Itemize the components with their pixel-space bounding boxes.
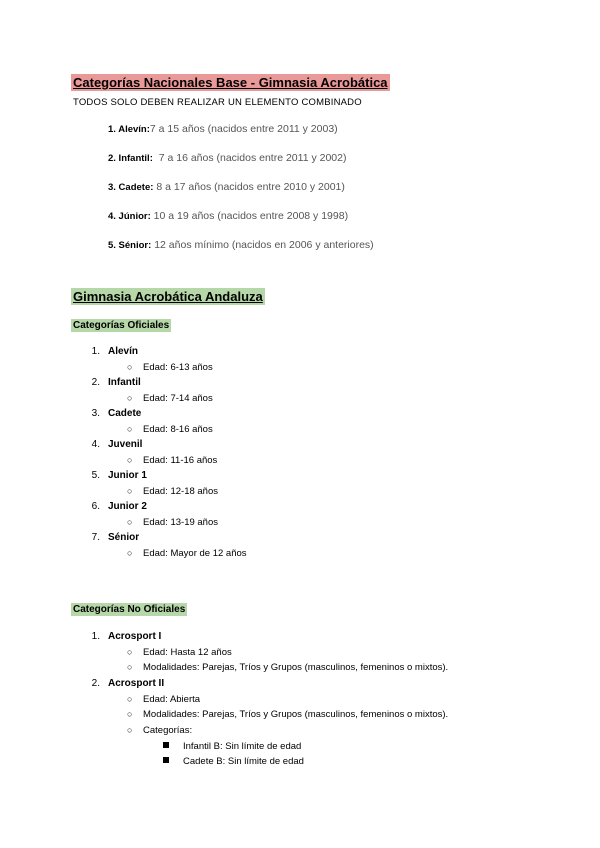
subcat-item — [163, 756, 304, 767]
sub-item: ○ Edad: Mayor de 12 años — [127, 548, 247, 559]
category-name: Acrosport I — [108, 631, 162, 642]
category-detail: Modalidades: Parejas, Tríos y Grupos (masculinos, femeninos o mixtos). — [143, 662, 449, 673]
national-categories-title: Categorías Nacionales Base - Gimnasia Acrobática — [73, 75, 388, 90]
national-item — [108, 152, 346, 164]
subcat-item — [163, 741, 301, 752]
national-item-text: 7 a 16 años (nacidos entre 2011 y 2002) — [152, 152, 347, 164]
unofficial-categories-heading: Categorías No Oficiales — [73, 604, 186, 615]
national-item-label: 1. Alevín: — [108, 124, 150, 135]
sub-item: ○ Edad: Abierta — [127, 694, 201, 705]
national-item-text: 7 a 15 años (nacidos entre 2011 y 2003) — [149, 123, 338, 135]
subcat-text: Cadete B: Sin límite de edad — [183, 756, 304, 767]
national-item — [108, 123, 338, 135]
national-item-label: 4. Júnior: — [108, 211, 151, 222]
sub-item: ○ Edad: 13-19 años — [127, 517, 219, 528]
national-item-label: 3. Cadete: — [108, 182, 154, 193]
category-detail: Edad: Abierta — [143, 694, 201, 705]
list-item: 1. Acrosport I — [91, 631, 162, 642]
sub-item: ○ Modalidades: Parejas, Tríos y Grupos (masculinos, femeninos o mixtos). — [127, 662, 449, 673]
list-item: 7. Sénior — [91, 532, 140, 543]
national-item-label: 2. Infantil: — [108, 153, 153, 164]
square-bullet-icon — [163, 757, 169, 763]
national-item-text: 10 a 19 años (nacidos entre 2008 y 1998) — [150, 210, 349, 222]
list-item: 5. Junior 1 — [91, 470, 147, 481]
sub-item: ○ Categorías: — [127, 725, 193, 736]
category-name: Sénior — [108, 532, 140, 543]
sub-item: ○ Modalidades: Parejas, Tríos y Grupos (masculinos, femeninos o mixtos). — [127, 709, 449, 720]
national-item-label: 5. Sénior: — [108, 240, 152, 251]
category-age: Edad: 8-16 años — [143, 424, 213, 435]
national-item-text: 12 años mínimo (nacidos en 2006 y anteriores) — [151, 239, 374, 251]
official-categories-heading: Categorías Oficiales — [73, 320, 170, 331]
list-item: 2. Infantil — [91, 377, 141, 388]
list-item: 1. Alevín — [91, 346, 139, 357]
andaluza-title: Gimnasia Acrobática Andaluza — [73, 289, 263, 304]
subcat-text: Infantil B: Sin límite de edad — [183, 741, 302, 752]
category-age: Edad: Mayor de 12 años — [143, 548, 247, 559]
category-name: Juvenil — [108, 439, 143, 450]
sub-item: ○ Edad: 8-16 años — [127, 424, 213, 435]
category-name: Junior 1 — [108, 470, 147, 481]
category-name: Infantil — [108, 377, 141, 388]
sub-item: ○ Edad: 6-13 años — [127, 362, 213, 373]
national-item — [108, 181, 345, 193]
list-item: 2. Acrosport II — [91, 678, 165, 689]
sub-item: ○ Edad: 11-16 años — [127, 455, 218, 466]
category-name: Alevín — [108, 346, 139, 357]
square-bullet-icon — [163, 742, 169, 748]
category-detail: Modalidades: Parejas, Tríos y Grupos (masculinos, femeninos o mixtos). — [143, 709, 449, 720]
national-item-text: 8 a 17 años (nacidos entre 2010 y 2001) — [153, 181, 345, 193]
category-detail: Categorías: — [143, 725, 193, 736]
national-item — [108, 239, 374, 251]
list-item: 3. Cadete — [91, 408, 142, 419]
category-age: Edad: 12-18 años — [143, 486, 219, 497]
category-name: Cadete — [108, 408, 142, 419]
sub-item: ○ Edad: 7-14 años — [127, 393, 213, 404]
list-item: 4. Juvenil — [91, 439, 143, 450]
category-detail: Edad: Hasta 12 años — [143, 647, 232, 658]
category-name: Acrosport II — [108, 678, 165, 689]
category-name: Junior 2 — [108, 501, 147, 512]
sub-item: ○ Edad: Hasta 12 años — [127, 647, 232, 658]
national-item — [108, 210, 348, 222]
category-age: Edad: 11-16 años — [143, 455, 218, 466]
sub-item: ○ Edad: 12-18 años — [127, 486, 219, 497]
list-item: 6. Junior 2 — [91, 501, 147, 512]
category-age: Edad: 6-13 años — [143, 362, 213, 373]
combined-element-note: TODOS SOLO DEBEN REALIZAR UN ELEMENTO COMBINADO — [73, 97, 362, 108]
category-age: Edad: 7-14 años — [143, 393, 213, 404]
category-age: Edad: 13-19 años — [143, 517, 219, 528]
